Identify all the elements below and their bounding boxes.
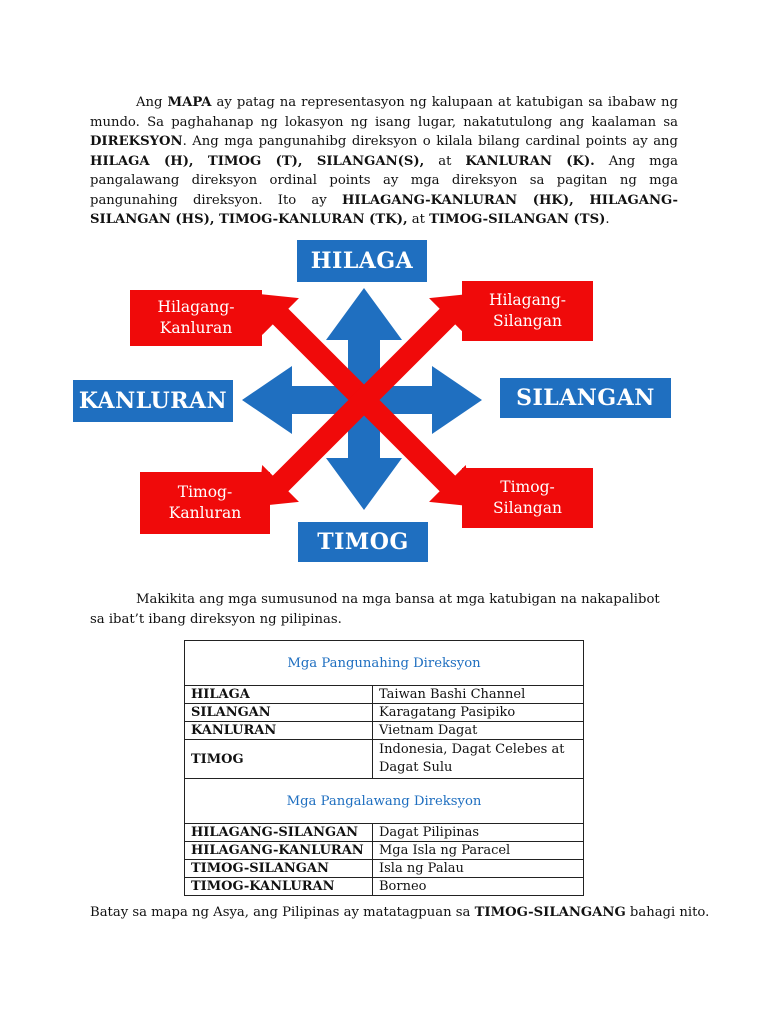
table-row	[185, 686, 584, 704]
neighbors-text: Makikita ang mga sumusunod na mga bansa at mga katubigan na nakapalibot sa ibat’t ibang direksyon ng pilipinas.	[90, 592, 660, 627]
place-cell: Isla ng Palau	[373, 860, 584, 878]
direction-cell: SILANGAN	[185, 704, 373, 722]
closing-bold: TIMOG-SILANGANG	[474, 905, 626, 920]
neighbors-paragraph	[90, 590, 678, 629]
direction-cell: KANLURAN	[185, 722, 373, 740]
intro-paragraph	[90, 93, 678, 230]
ne-line1: Hilagang-	[489, 291, 566, 309]
intro-text: .	[605, 212, 610, 227]
closing-text: bahagi nito.	[625, 905, 710, 920]
direction-cell: HILAGA	[185, 686, 373, 704]
nw-line1: Hilagang-	[157, 298, 235, 316]
direction-cell: TIMOG-SILANGAN	[185, 860, 373, 878]
directions-table	[184, 640, 584, 896]
se-line2: Silangan	[493, 499, 562, 517]
direction-cell: HILAGANG-SILANGAN	[185, 824, 373, 842]
place-cell: Vietnam Dagat	[373, 722, 584, 740]
table-header-row	[185, 641, 584, 686]
intro-text: ay patag na representasyon ng kalupaan at katubigan sa ibabaw ng mundo. Sa paghahanap ng lokasyon ng isang lugar, nakatutulong ang kaalaman sa	[90, 95, 678, 130]
direction-cell: HILAGANG-KANLURAN	[185, 842, 373, 860]
place-cell: Dagat Pilipinas	[373, 824, 584, 842]
intro-text: Ang	[136, 95, 168, 110]
place-cell: Taiwan Bashi Channel	[373, 686, 584, 704]
nw-line2: Kanluran	[159, 319, 233, 337]
label-timog: TIMOG	[298, 522, 428, 562]
table-row	[185, 722, 584, 740]
direction-diagram	[0, 236, 768, 566]
label-timog-kanluran	[140, 472, 270, 534]
secondary-directions-header: Mga Pangalawang Direksyon	[185, 779, 584, 824]
table-row	[185, 878, 584, 896]
label-kanluran: KANLURAN	[73, 380, 233, 422]
label-hilagang-silangan	[462, 281, 593, 341]
closing-paragraph	[90, 903, 710, 923]
table-row	[185, 842, 584, 860]
sw-line2: Kanluran	[168, 504, 242, 522]
intro-text: . Ang mga pangunahibg direksyon o kilala bilang cardinal points ay ang	[182, 134, 678, 149]
intro-bold-kanluran: KANLURAN (K).	[465, 153, 595, 169]
table-row	[185, 860, 584, 878]
intro-text: Ang mga pangalawang direksyon ordinal points ay mga direksyon sa pagitan ng mga pangunahing direksyon. Ito ay	[90, 153, 678, 208]
table-row	[185, 824, 584, 842]
label-hilaga: HILAGA	[297, 240, 427, 282]
intro-bold-ts: TIMOG-SILANGAN (TS)	[429, 212, 606, 227]
intro-bold-ordinals: HILAGANG-KANLURAN (HK), HILAGANG-SILANGAN (HS), TIMOG-KANLURAN (TK),	[90, 192, 678, 227]
table-header-row	[185, 779, 584, 824]
intro-text: at	[407, 212, 430, 227]
place-cell: Borneo	[373, 878, 584, 896]
ne-line2: Silangan	[493, 312, 562, 330]
label-timog-silangan	[462, 468, 593, 528]
direction-cell: TIMOG-KANLURAN	[185, 878, 373, 896]
primary-directions-header: Mga Pangunahing Direksyon	[185, 641, 584, 686]
table-row	[185, 740, 584, 779]
se-line1: Timog-	[500, 478, 555, 496]
place-cell: Mga Isla ng Paracel	[373, 842, 584, 860]
place-cell: Indonesia, Dagat Celebes at Dagat Sulu	[373, 740, 584, 779]
label-silangan: SILANGAN	[500, 378, 671, 418]
intro-bold-mapa: MAPA	[167, 95, 212, 110]
intro-bold-cardinals: HILAGA (H), TIMOG (T), SILANGAN(S),	[90, 153, 425, 169]
sw-line1: Timog-	[177, 483, 233, 501]
label-hilagang-kanluran	[130, 290, 262, 346]
intro-text: at	[424, 153, 466, 169]
table-row	[185, 704, 584, 722]
intro-bold-direksyon: DIREKSYON	[90, 134, 183, 149]
place-cell: Karagatang Pasipiko	[373, 704, 584, 722]
closing-text: Batay sa mapa ng Asya, ang Pilipinas ay matatagpuan sa	[90, 905, 475, 920]
direction-cell: TIMOG	[185, 740, 373, 779]
